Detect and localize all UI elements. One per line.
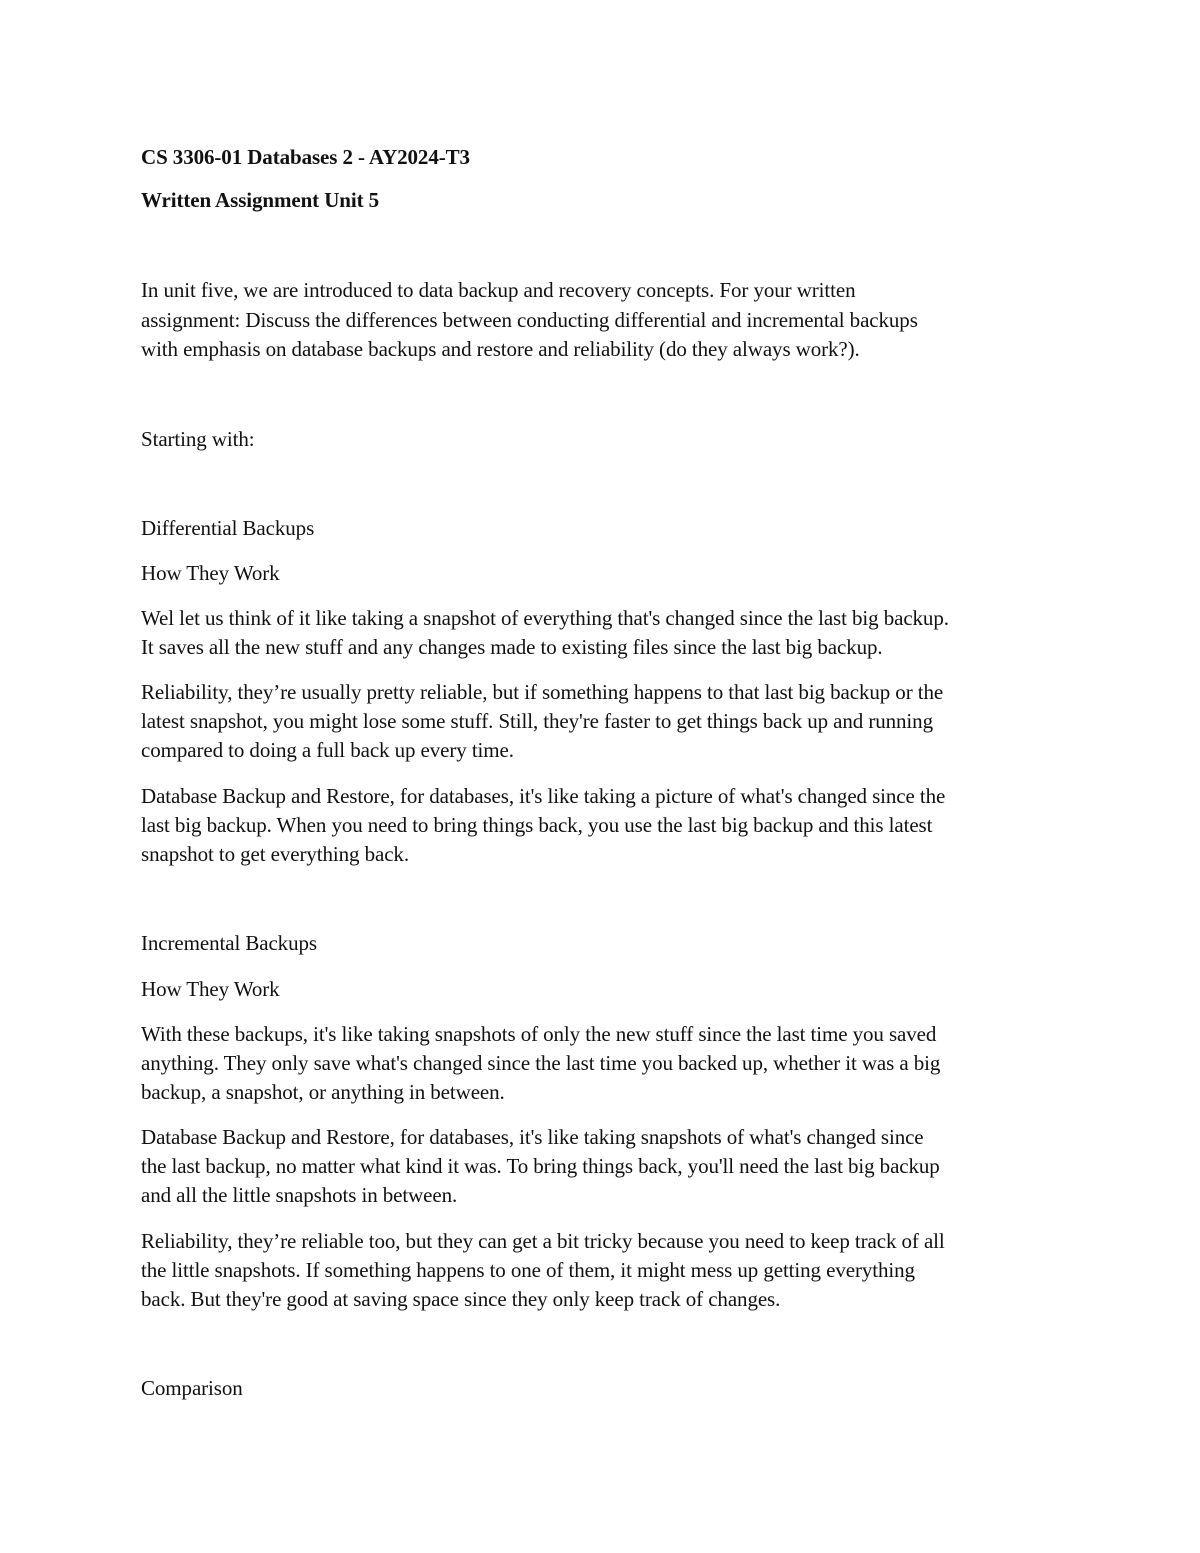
paragraph-line: compared to doing a full back up every time.	[141, 738, 514, 762]
comparison-heading: Comparison	[141, 1376, 243, 1400]
paragraph-line: and all the little snapshots in between.	[141, 1183, 458, 1207]
paragraph-line: anything. They only save what's changed since the last time you backed up, whether it was a big	[141, 1051, 941, 1075]
differential-heading: Differential Backups	[141, 516, 315, 540]
differential-subheading: How They Work	[141, 561, 280, 585]
starting-with-text: Starting with:	[141, 427, 255, 451]
paragraph-line: Database Backup and Restore, for databases, it's like taking a picture of what's changed since the	[141, 784, 946, 808]
intro-line: with emphasis on database backups and restore and reliability (do they always work?).	[141, 337, 860, 361]
paragraph-line: last big backup. When you need to bring things back, you use the last big backup and this latest	[141, 813, 933, 837]
paragraph-line: latest snapshot, you might lose some stuff. Still, they're faster to get things back up and running	[141, 709, 933, 733]
paragraph-line: the little snapshots. If something happens to one of them, it might mess up getting everything	[141, 1258, 915, 1282]
paragraph-line: back. But they're good at saving space since they only keep track of changes.	[141, 1287, 781, 1311]
paragraph-line: the last backup, no matter what kind it was. To bring things back, you'll need the last big backup	[141, 1154, 940, 1178]
paragraph-line: Wel let us think of it like taking a snapshot of everything that's changed since the last big backup.	[141, 606, 949, 630]
paragraph-line: snapshot to get everything back.	[141, 842, 409, 866]
paragraph-line: backup, a snapshot, or anything in between.	[141, 1080, 505, 1104]
paragraph-line: Database Backup and Restore, for databases, it's like taking snapshots of what's changed since	[141, 1125, 924, 1149]
incremental-heading: Incremental Backups	[141, 931, 317, 955]
intro-line: assignment: Discuss the differences between conducting differential and incremental backups	[141, 308, 918, 332]
assignment-title: Written Assignment Unit 5	[141, 188, 380, 212]
course-title: CS 3306-01 Databases 2 - AY2024-T3	[141, 145, 470, 169]
incremental-subheading: How They Work	[141, 977, 280, 1001]
paragraph-line: Reliability, they’re usually pretty reliable, but if something happens to that last big backup or the	[141, 680, 944, 704]
paragraph-line: With these backups, it's like taking snapshots of only the new stuff since the last time you saved	[141, 1022, 937, 1046]
intro-line: In unit five, we are introduced to data backup and recovery concepts. For your written	[141, 278, 856, 302]
paragraph-line: It saves all the new stuff and any changes made to existing files since the last big backup.	[141, 635, 883, 659]
paragraph-line: Reliability, they’re reliable too, but they can get a bit tricky because you need to keep track of all	[141, 1229, 945, 1253]
